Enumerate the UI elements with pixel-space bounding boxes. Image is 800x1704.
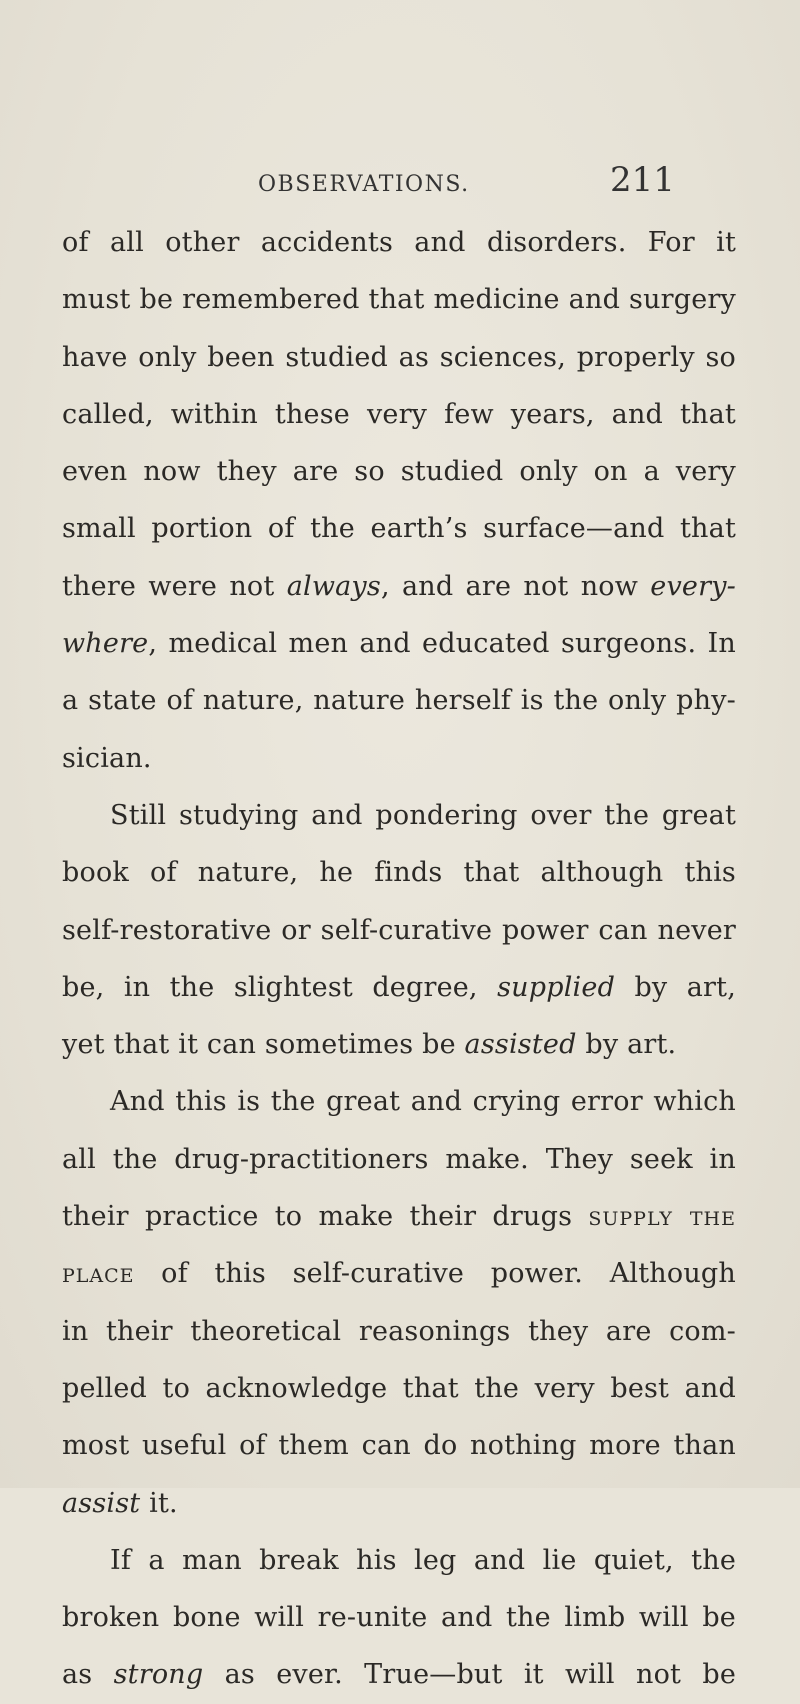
text-line: of all other accidents and disorders. For it <box>62 227 736 258</box>
text-line: called, within these very few years, and that <box>62 398 736 430</box>
small-caps-run: supply the <box>588 1201 736 1233</box>
text-line <box>62 1188 736 1245</box>
text-line: broken bone will re-unite and the limb will be <box>62 1602 736 1634</box>
text-run: , and are not now <box>380 570 651 602</box>
text-line: a state of nature, nature herself is the only phy- <box>62 685 736 717</box>
text-line: even now they are so studied only on a very <box>62 456 736 488</box>
text-line: self-restorative or self-curative power can never <box>62 914 736 946</box>
text-run: be, in the slightest degree, <box>62 971 498 1003</box>
text-line: in their theoretical reasonings they are com- <box>62 1315 736 1347</box>
page-header <box>258 160 758 200</box>
text-line <box>62 558 736 615</box>
text-line: book of nature, he finds that although this <box>62 857 736 889</box>
italic-run: always <box>286 570 381 602</box>
text-run: as <box>62 1659 114 1691</box>
text-line: most useful of them can do nothing more than <box>62 1430 736 1462</box>
italic-run: assisted <box>464 1029 577 1061</box>
text-line <box>62 1475 736 1532</box>
text-line: have only been studied as sciences, properly so <box>62 341 736 373</box>
text-run: by art, <box>615 971 736 1003</box>
text-run: , medical men and educated surgeons. In <box>148 628 736 660</box>
italic-run: supplied <box>497 971 616 1003</box>
body-text <box>62 214 736 1704</box>
italic-run: where <box>62 628 149 660</box>
page-number: 211 <box>610 160 675 200</box>
text-line <box>62 1646 736 1703</box>
text-line: all the drug-practitioners make. They seek in <box>62 1143 736 1175</box>
text-line: Still studying and pondering over the great <box>110 799 736 831</box>
small-caps-run: place <box>62 1258 135 1290</box>
text-line <box>62 959 736 1016</box>
text-run: as ever. True—but it will not be <box>203 1659 737 1691</box>
text-line: small portion of the earth’s surface—and that <box>62 513 736 545</box>
text-line: must be remembered that medicine and surgery <box>62 284 736 316</box>
text-line: If a man break his leg and lie quiet, the <box>110 1544 736 1576</box>
text-line <box>62 1016 736 1073</box>
italic-run: every- <box>650 570 736 602</box>
text-run: it. <box>140 1487 178 1519</box>
text-line: pelled to acknowledge that the very best and <box>62 1372 736 1404</box>
text-run: their practice to make their drugs <box>62 1201 589 1233</box>
text-run: by art. <box>576 1029 677 1061</box>
text-line <box>62 615 736 672</box>
text-run: there were not <box>62 570 287 602</box>
running-title: OBSERVATIONS. <box>258 172 470 197</box>
text-line: And this is the great and crying error which <box>110 1086 736 1118</box>
italic-run: assist <box>62 1487 141 1519</box>
italic-run: strong <box>113 1659 204 1691</box>
text-line <box>62 1245 736 1302</box>
text-line: sician. <box>62 742 152 774</box>
text-run: of this self-curative power. Although <box>134 1258 736 1290</box>
text-run: yet that it can sometimes be <box>62 1029 465 1061</box>
